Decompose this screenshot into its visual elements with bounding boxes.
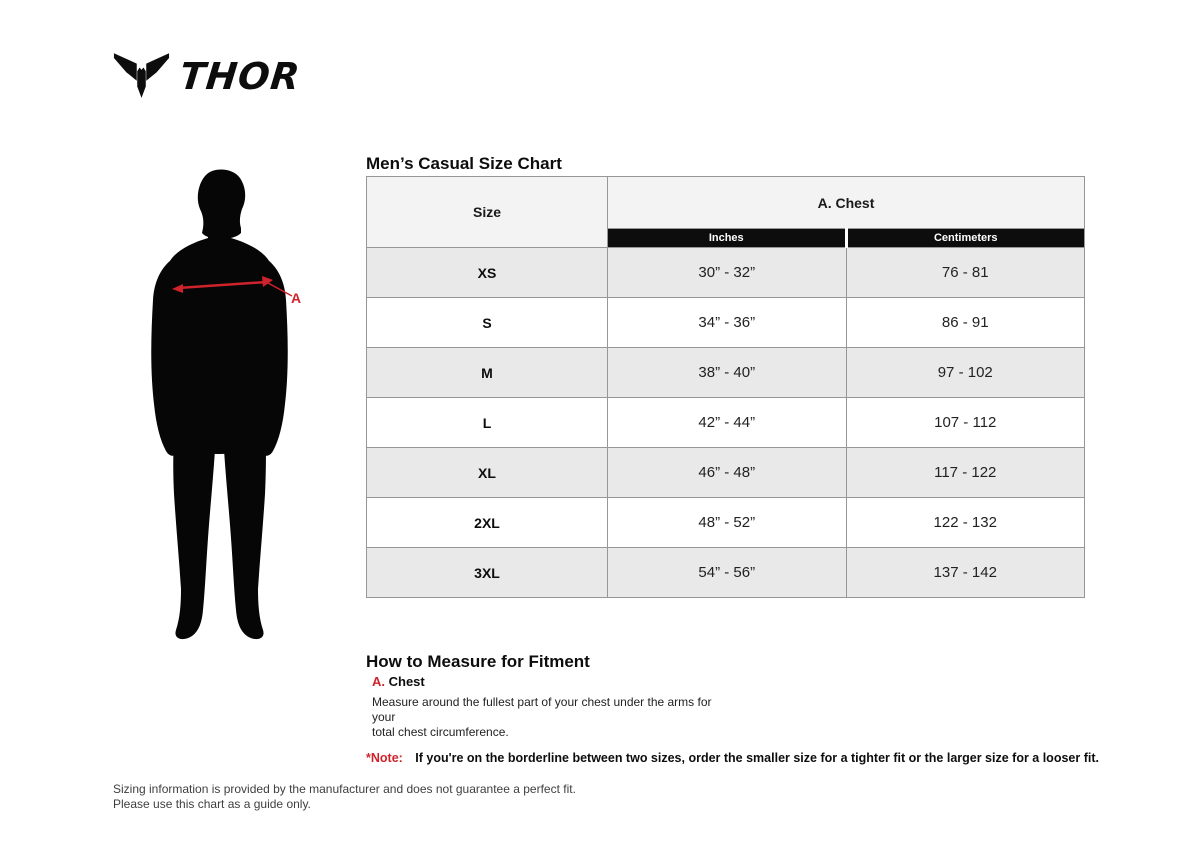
inches-cell: 42” - 44”	[608, 398, 847, 448]
table-row	[367, 398, 1085, 448]
inches-cell: 46” - 48”	[608, 448, 847, 498]
size-cell: 2XL	[367, 498, 608, 548]
table-row	[367, 548, 1085, 598]
cm-cell: 86 - 91	[846, 298, 1085, 348]
chest-desc-line1: Measure around the fullest part of your chest under the arms for your	[372, 695, 712, 724]
how-to-measure-heading: How to Measure for Fitment	[366, 652, 590, 672]
note-text: If you're on the borderline between two sizes, order the smaller size for a tighter fit or the larger size for a looser fit.	[415, 751, 1099, 765]
thor-horns-icon	[113, 52, 170, 100]
chest-key-letter: A.	[372, 674, 385, 689]
chest-key-name: Chest	[388, 674, 425, 689]
inches-cell: 54” - 56”	[608, 548, 847, 598]
inches-cell: 48” - 52”	[608, 498, 847, 548]
size-cell: S	[367, 298, 608, 348]
cm-cell: 137 - 142	[846, 548, 1085, 598]
cm-cell: 97 - 102	[846, 348, 1085, 398]
size-cell: 3XL	[367, 548, 608, 598]
table-row	[367, 498, 1085, 548]
table-row	[367, 448, 1085, 498]
chest-instruction-title	[372, 674, 732, 689]
cm-cell: 76 - 81	[846, 248, 1085, 298]
marker-a-label: A	[291, 290, 302, 306]
col-header-inches: Inches	[608, 229, 847, 248]
size-cell: L	[367, 398, 608, 448]
chest-instruction-text	[372, 695, 732, 740]
size-chart-title: Men’s Casual Size Chart	[366, 154, 562, 174]
table-row	[367, 298, 1085, 348]
cm-cell: 117 - 122	[846, 448, 1085, 498]
disclaimer-line1: Sizing information is provided by the manufacturer and does not guarantee a perfect fit.	[113, 782, 576, 796]
cm-cell: 122 - 132	[846, 498, 1085, 548]
size-cell: XL	[367, 448, 608, 498]
chest-desc-line2: total chest circumference.	[372, 725, 509, 739]
disclaimer-text	[113, 782, 576, 812]
col-header-size: Size	[367, 177, 608, 248]
brand-logo	[113, 52, 303, 100]
disclaimer-line2: Please use this chart as a guide only.	[113, 797, 311, 811]
chest-measure-instructions	[372, 674, 732, 740]
size-cell: M	[367, 348, 608, 398]
note-label: *Note:	[366, 751, 403, 765]
inches-cell: 38” - 40”	[608, 348, 847, 398]
table-row	[367, 248, 1085, 298]
brand-wordmark: THOR	[177, 54, 303, 98]
inches-cell: 34” - 36”	[608, 298, 847, 348]
male-silhouette	[151, 169, 288, 639]
table-row	[367, 348, 1085, 398]
size-chart-table	[366, 176, 1085, 598]
sizing-note	[366, 751, 1099, 765]
cm-cell: 107 - 112	[846, 398, 1085, 448]
size-cell: XS	[367, 248, 608, 298]
col-header-chest: A. Chest	[608, 177, 1085, 229]
inches-cell: 30” - 32”	[608, 248, 847, 298]
col-header-centimeters: Centimeters	[846, 229, 1085, 248]
body-silhouette-figure	[145, 168, 305, 648]
